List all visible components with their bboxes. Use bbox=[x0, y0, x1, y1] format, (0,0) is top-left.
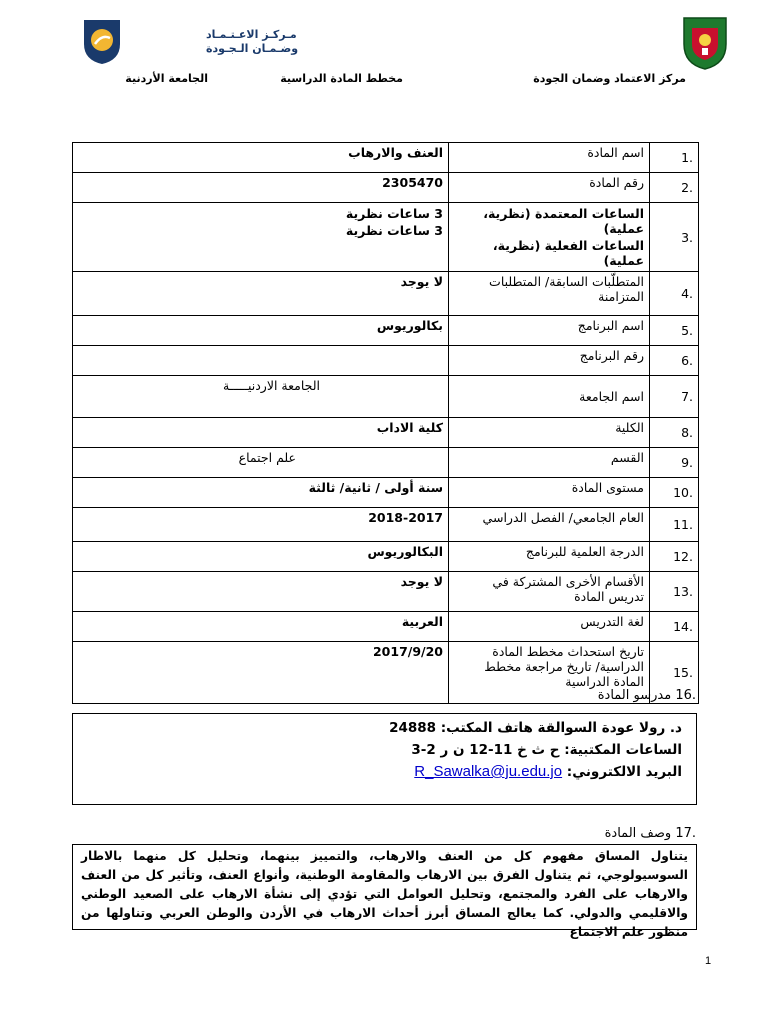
university-name: الجامعة الأردنية bbox=[125, 72, 208, 85]
svg-text:مـركـز الاعـتـمـاد: مـركـز الاعـتـمـاد bbox=[206, 28, 297, 41]
row-value: سنة أولى / ثانية/ ثالثة bbox=[73, 478, 449, 508]
row-number: .8 bbox=[650, 418, 699, 448]
row-number: .15 bbox=[650, 642, 699, 704]
table-row bbox=[73, 203, 699, 272]
row-number: .3 bbox=[650, 203, 699, 272]
row-number: .11 bbox=[650, 508, 699, 542]
table-row bbox=[73, 272, 699, 316]
row-value: بكالوريوس bbox=[73, 316, 449, 346]
table-row bbox=[73, 418, 699, 448]
row-label: تاريخ استحداث مخطط المادة الدراسية/ تاريخ مراجعة مخطط المادة الدراسية bbox=[449, 642, 650, 704]
table-row bbox=[73, 508, 699, 542]
row-value: كلية الاداب bbox=[73, 418, 449, 448]
table-row bbox=[73, 612, 699, 642]
course-info-table bbox=[72, 142, 699, 704]
table-row bbox=[73, 316, 699, 346]
row-value: علم اجتماع bbox=[73, 448, 449, 478]
row-label: القسم bbox=[449, 448, 650, 478]
table-row bbox=[73, 572, 699, 612]
instructors-heading: .16 مدرسو المادة bbox=[597, 688, 696, 703]
table-row bbox=[73, 346, 699, 376]
instructor-name-phone: د. رولا عودة السوالقة هاتف المكتب: 24888 bbox=[389, 720, 682, 736]
row-label: رقم المادة bbox=[449, 173, 650, 203]
credit-hours-value: 3 ساعات نظرية bbox=[345, 206, 443, 221]
row-label: الأقسام الأخرى المشتركة في تدريس المادة bbox=[449, 572, 650, 612]
row-value: 2305470 bbox=[73, 173, 449, 203]
row-label bbox=[449, 203, 650, 272]
row-label: العام الجامعي/ الفصل الدراسي bbox=[449, 508, 650, 542]
row-label: اسم الجامعة bbox=[449, 376, 650, 418]
course-description: يتناول المساق مفهوم كل من العنف والارهاب، والتمييز بينهما، وتحليل كل منهما بالاطار السوسيولوجي، ثم يتناول الفرق بين الارهاب والمقاومة الوطنية، وأنواع العنف، وتأثير كل من العنف والارهاب على الفرد والمجتمع، وتحليل العوامل التي تؤدي إلى نشأة الارهاب على الصعيد الوطني والاقليمي والدولي. كما يعالج المساق أبرز أحداث الارهاب في الأردن والوطن العربي وتناولها من منظور علم الاجتماع bbox=[72, 844, 697, 930]
row-label: الكلية bbox=[449, 418, 650, 448]
row-label: لغة التدريس bbox=[449, 612, 650, 642]
row-label: مستوى المادة bbox=[449, 478, 650, 508]
row-value: لا يوجد bbox=[73, 572, 449, 612]
row-value: البكالوريوس bbox=[73, 542, 449, 572]
svg-text:وضـمـان الـجـودة: وضـمـان الـجـودة bbox=[206, 42, 299, 55]
university-emblem bbox=[682, 14, 728, 70]
row-label: رقم البرنامج bbox=[449, 346, 650, 376]
table-row bbox=[73, 173, 699, 203]
row-label: اسم المادة bbox=[449, 143, 650, 173]
office-hours: الساعات المكتبية: ح ث خ 11-12 ن ر 2-3 bbox=[411, 742, 682, 758]
row-value bbox=[73, 203, 449, 272]
credit-hours-label: الساعات المعتمدة (نظرية، عملية) bbox=[483, 206, 644, 236]
email-line bbox=[81, 761, 682, 783]
email-label: البريد الالكتروني: bbox=[566, 764, 682, 780]
row-number: .4 bbox=[650, 272, 699, 316]
plan-title: مخطط المادة الدراسية bbox=[280, 72, 403, 85]
email-link[interactable]: R_Sawalka@ju.edu.jo bbox=[414, 763, 563, 780]
row-label: المتطلّبات السابقة/ المتطلبات المتزامنة bbox=[449, 272, 650, 316]
row-label: الدرجة العلمية للبرنامج bbox=[449, 542, 650, 572]
actual-hours-value: 3 ساعات نظرية bbox=[345, 223, 443, 238]
row-number: .2 bbox=[650, 173, 699, 203]
row-value: العنف والارهاب bbox=[73, 143, 449, 173]
row-number: .10 bbox=[650, 478, 699, 508]
row-value: 2017/9/20 bbox=[73, 642, 449, 704]
row-number: .6 bbox=[650, 346, 699, 376]
row-number: .12 bbox=[650, 542, 699, 572]
page-number: 1 bbox=[705, 955, 712, 967]
row-value: لا يوجد bbox=[73, 272, 449, 316]
row-label: اسم البرنامج bbox=[449, 316, 650, 346]
row-value bbox=[73, 346, 449, 376]
row-number: .7 bbox=[650, 376, 699, 418]
table-row bbox=[73, 376, 699, 418]
actual-hours-label: الساعات الفعلية (نظرية، عملية) bbox=[492, 238, 644, 268]
row-number: .5 bbox=[650, 316, 699, 346]
row-number: .13 bbox=[650, 572, 699, 612]
description-heading: .17 وصف المادة bbox=[604, 826, 696, 841]
table-row bbox=[73, 143, 699, 173]
row-value: 2018-2017 bbox=[73, 508, 449, 542]
table-row bbox=[73, 542, 699, 572]
quality-center-logo bbox=[80, 14, 299, 66]
row-value: الجامعة الاردنيـــــة bbox=[73, 376, 449, 418]
row-value: العربية bbox=[73, 612, 449, 642]
row-number: .14 bbox=[650, 612, 699, 642]
row-number: .1 bbox=[650, 143, 699, 173]
table-row bbox=[73, 448, 699, 478]
center-name: مركز الاعتماد وضمان الجودة bbox=[533, 72, 686, 85]
row-number: .9 bbox=[650, 448, 699, 478]
instructor-box bbox=[72, 713, 697, 805]
table-row bbox=[73, 478, 699, 508]
